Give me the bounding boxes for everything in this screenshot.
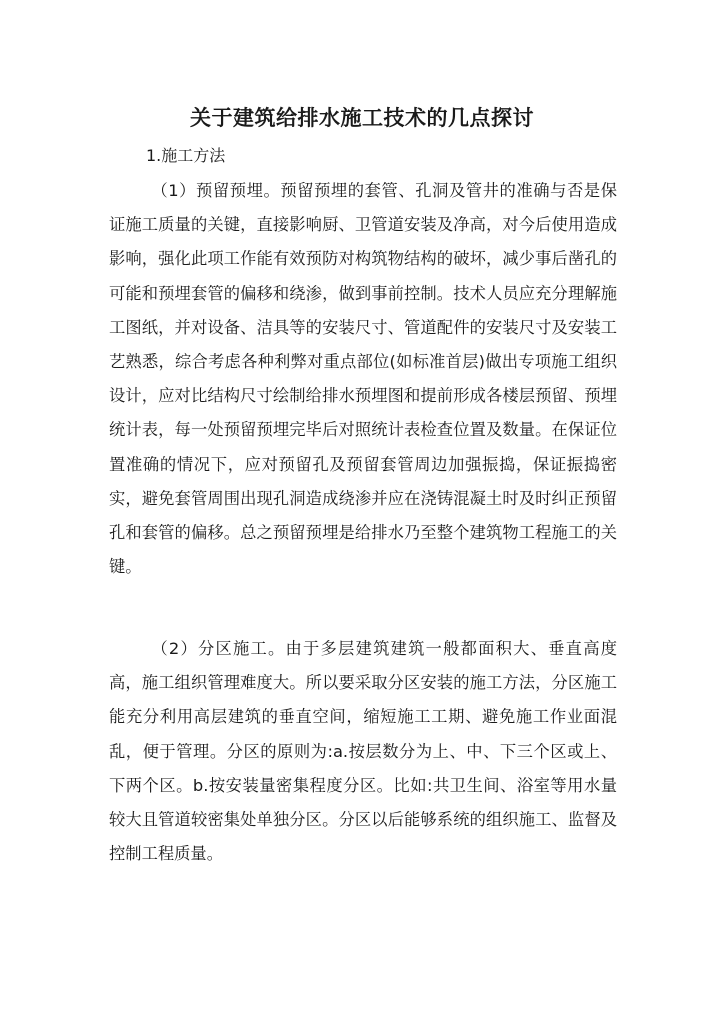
section-heading: 1.施工方法 xyxy=(146,146,226,165)
paragraph-prefabrication: （1）预留预埋。预留预埋的套管、孔洞及管井的准确与否是保证施工质量的关键，直接影响厨、卫管道安装及净高，对今后使用造成影响，强化此项工作能有效预防对构筑物结构的破坏，减少事后凿孔的可能和预埋套管的偏移和绕渗，做到事前控制。技术人员应充分理解施工图纸，并对设备、洁具等的安装尺寸、管道配件的安装尺寸及安装工艺熟悉，综合考虑各种利弊对重点部位(如标准首层)做出专项施工组织设计，应对比结构尺寸绘制给排水预埋图和提前形成各楼层预留、预埋统计表，每一处预留预埋完毕后对照统计表检查位置及数量。在保证位置准确的情况下，应对预留孔及预留套管周边加强振捣，保证振捣密实，避免套管周围出现孔洞造成绕渗并应在浇铸混凝土时及时纠正预留孔和套管的偏移。总之预留预埋是给排水乃至整个建筑物工程施工的关键。 xyxy=(109,181,617,577)
document-title: 关于建筑给排水施工技术的几点探讨 xyxy=(190,106,534,130)
paragraph-zoned-construction: （2）分区施工。由于多层建筑建筑一般都面积大、垂直高度高，施工组织管理难度大。所以要采取分区安装的施工方法，分区施工能充分利用高层建筑的垂直空间，缩短施工工期、避免施工作业面混乱，便于管理。分区的原则为:a.按层数分为上、中、下三个区或上、下两个区。b.按安装量密集程度分区。比如:共卫生间、浴室等用水量较大且管道较密集处单独分区。分区以后能够系统的组织施工、监督及控制工程质量。 xyxy=(109,639,617,864)
